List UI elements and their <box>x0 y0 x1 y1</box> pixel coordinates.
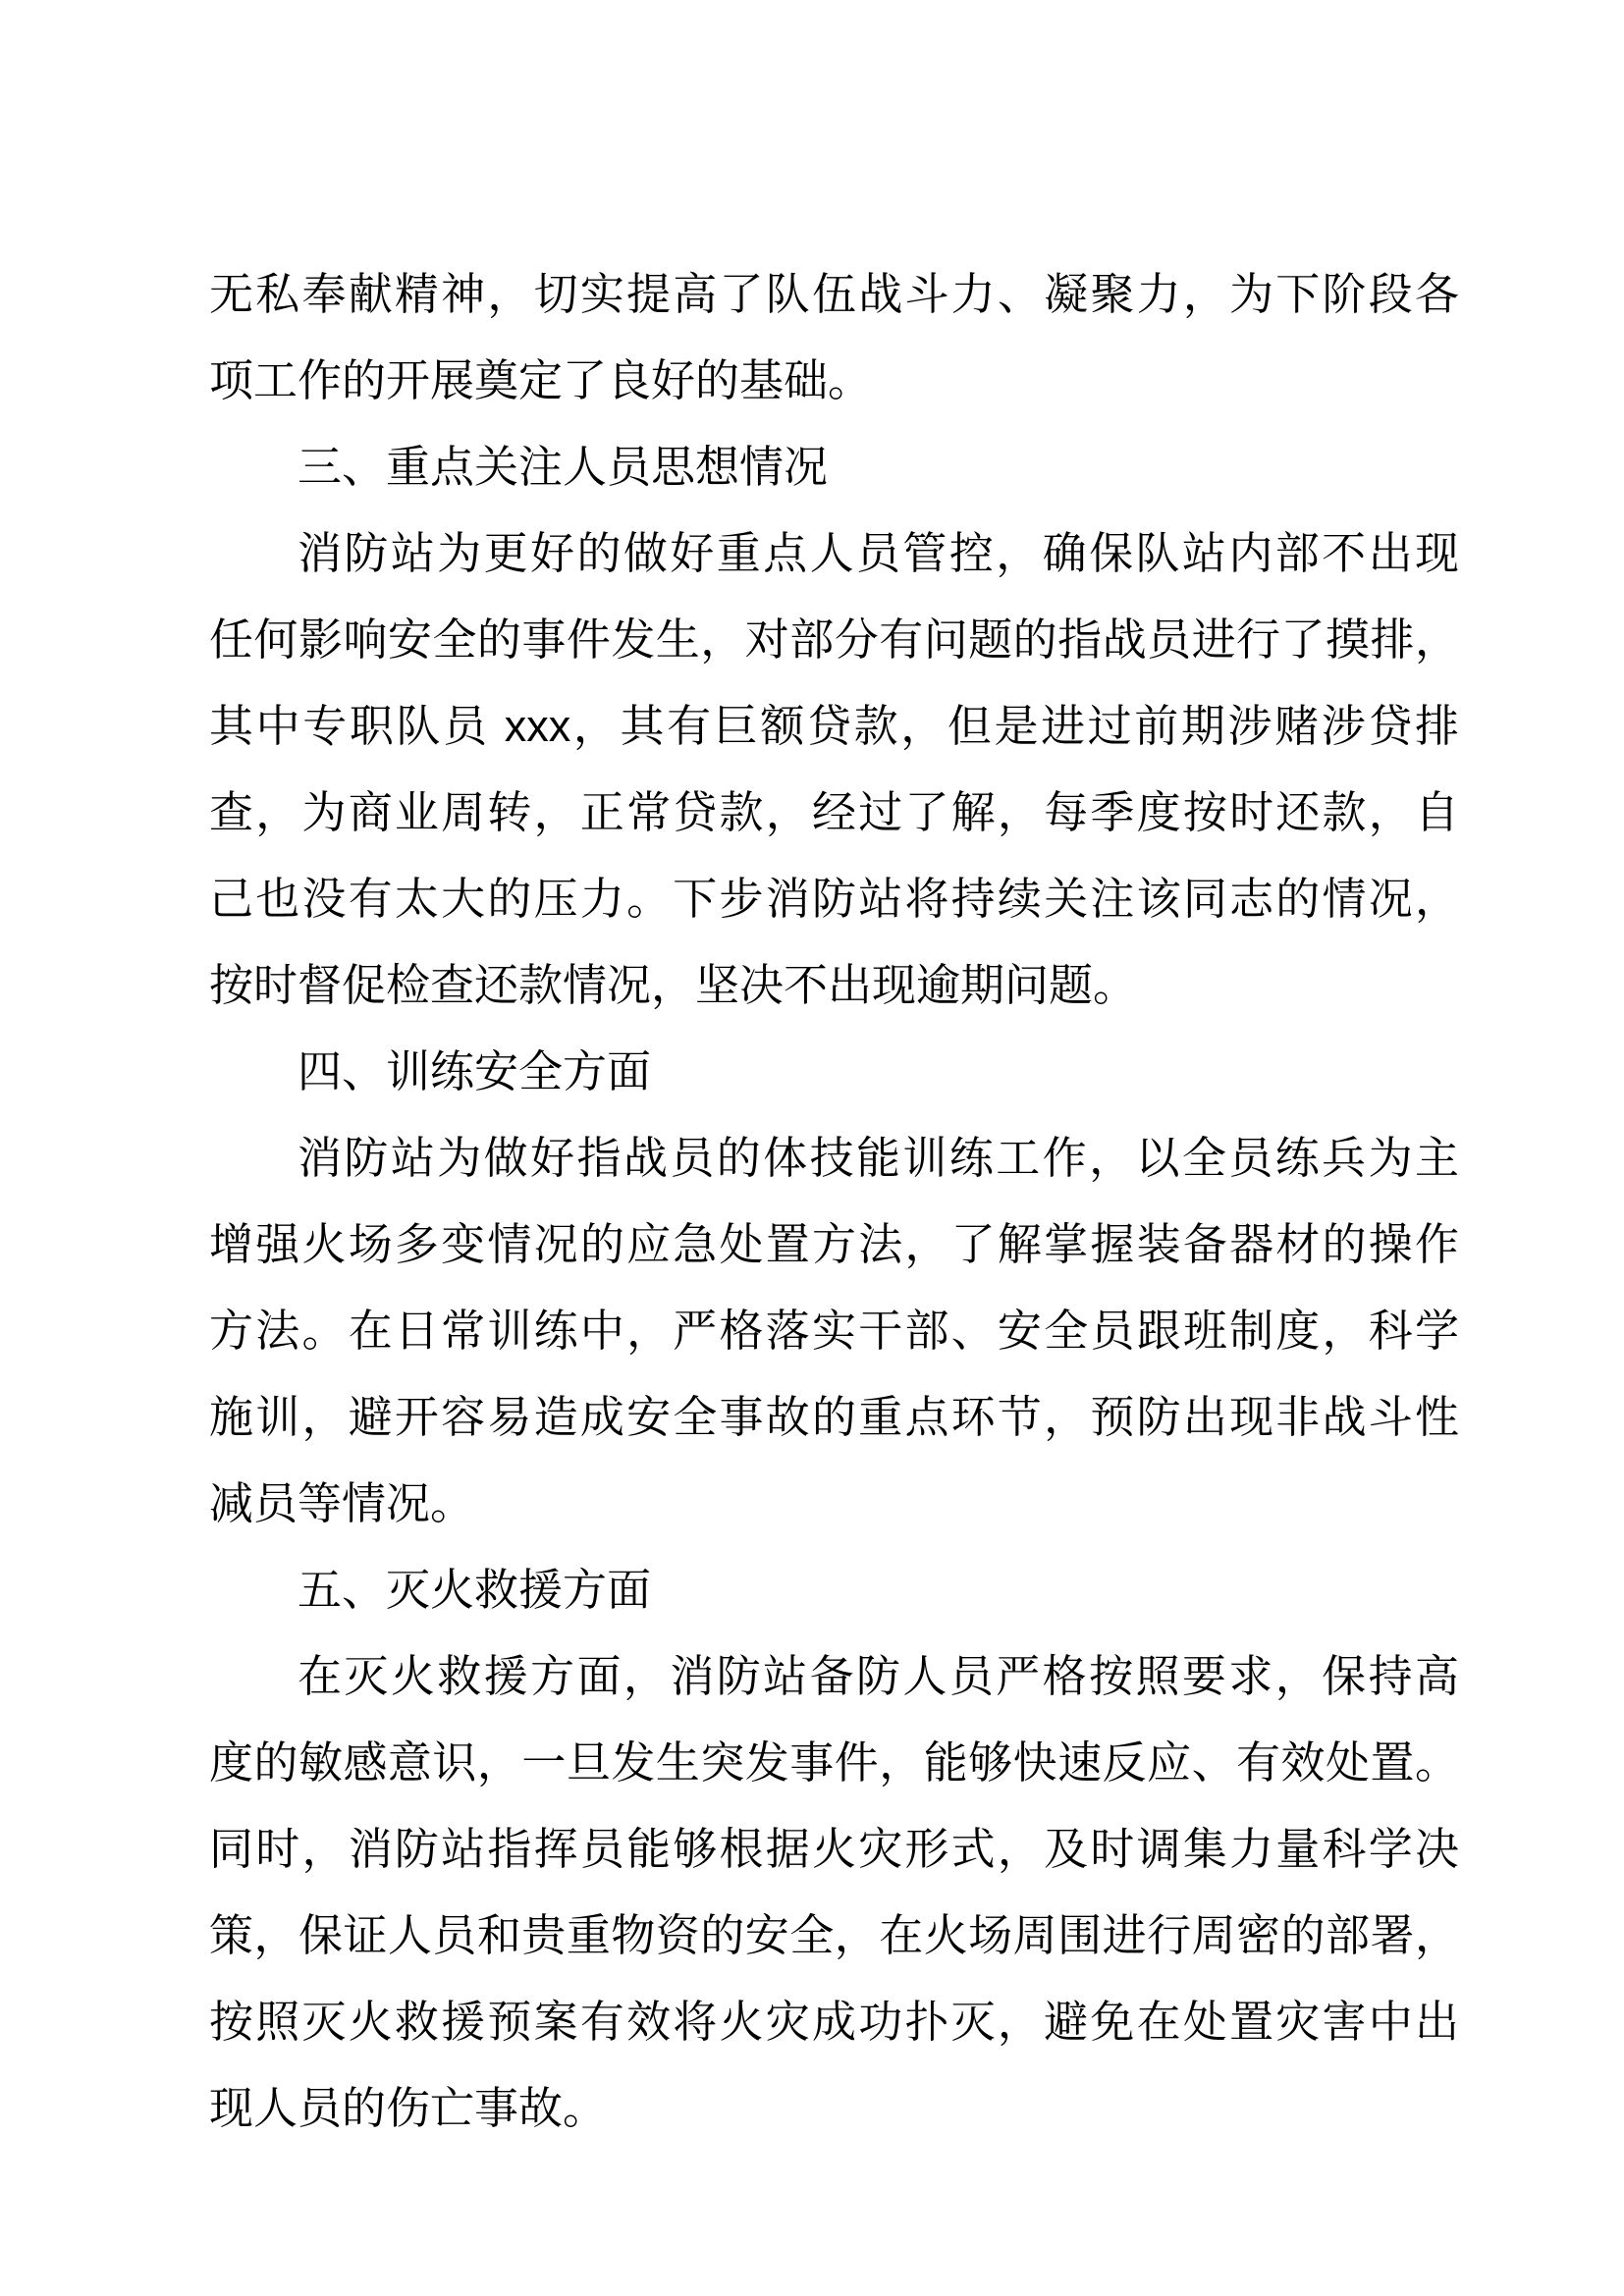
text-line: 度的敏感意识，一旦发生突发事件，能够快速反应、有效处置。 <box>209 1737 1459 1788</box>
section-heading: 三、重点关注人员思想情况 <box>298 442 829 492</box>
text-line: 减员等情况。 <box>209 1478 475 1528</box>
text-line: 任何影响安全的事件发生，对部分有问题的指战员进行了摸排， <box>209 614 1459 665</box>
text-line: 在灭火救援方面，消防站备防人员严格按照要求，保持高 <box>298 1651 1459 1701</box>
text-line: 项工作的开展奠定了良好的基础。 <box>209 355 873 405</box>
text-line: 增强火场多变情况的应急处置方法，了解掌握装备器材的操作 <box>209 1219 1459 1269</box>
text-line: 消防站为更好的做好重点人员管控，确保队站内部不出现 <box>298 528 1459 578</box>
text-line: 按时督促检查还款情况，坚决不出现逾期问题。 <box>209 960 1138 1010</box>
text-line: 消防站为做好指战员的体技能训练工作，以全员练兵为主 <box>298 1133 1459 1183</box>
text-line: 无私奉献精神，切实提高了队伍战斗力、凝聚力，为下阶段各 <box>209 269 1459 319</box>
section-heading: 五、灭火救援方面 <box>298 1565 652 1615</box>
document-body <box>209 251 1459 2152</box>
text-line: 己也没有太大的压力。下步消防站将持续关注该同志的情况， <box>209 874 1459 924</box>
text-line: 同时，消防站指挥员能够根据火灾形式，及时调集力量科学决 <box>209 1824 1459 1874</box>
text-line: 策，保证人员和贵重物资的安全，在火场周围进行周密的部署， <box>209 1910 1459 1960</box>
text-line: 现人员的伤亡事故。 <box>209 2083 608 2133</box>
text-line: 查，为商业周转，正常贷款，经过了解，每季度按时还款，自 <box>209 787 1459 837</box>
section-heading: 四、训练安全方面 <box>298 1046 652 1096</box>
text-line: 施训，避开容易造成安全事故的重点环节，预防出现非战斗性 <box>209 1392 1459 1442</box>
text-line: 方法。在日常训练中，严格落实干部、安全员跟班制度，科学 <box>209 1306 1459 1356</box>
text-line: 其中专职队员 xxx，其有巨额贷款，但是进过前期涉赌涉贷排 <box>209 701 1459 751</box>
text-line: 按照灭火救援预案有效将火灾成功扑灭，避免在处置灾害中出 <box>209 1997 1459 2047</box>
